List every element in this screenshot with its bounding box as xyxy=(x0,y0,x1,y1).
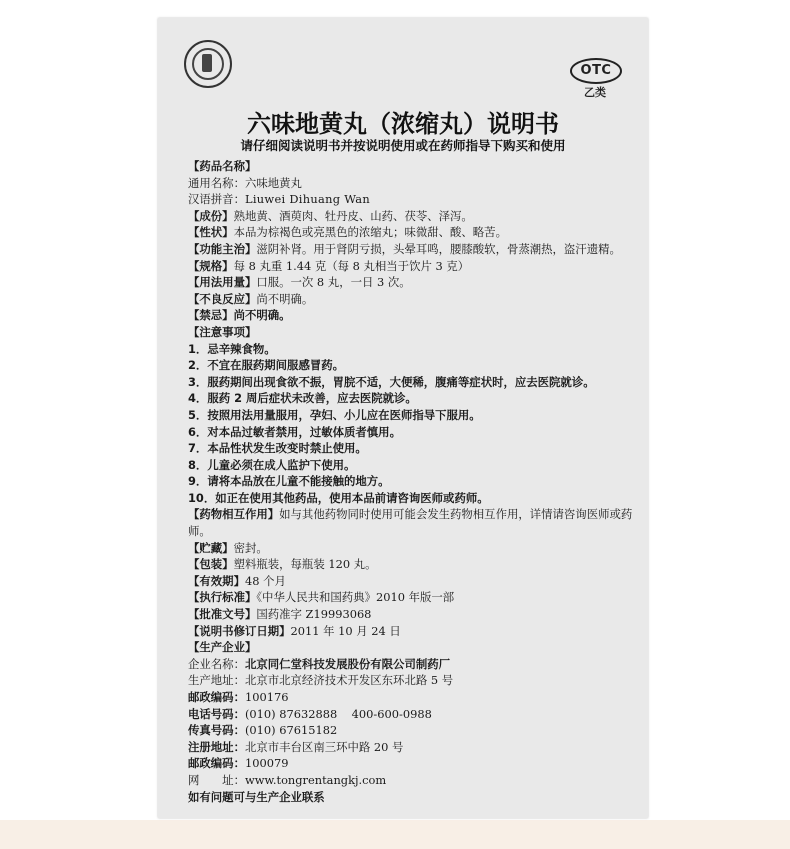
precaution-item: 2．不宜在服药期间服感冒药。 xyxy=(188,358,345,373)
precaution-item: 10．如正在使用其他药品，使用本品前请咨询医师或药师。 xyxy=(188,490,489,505)
approval-row: 【批准文号】国药准字 Z19993068 xyxy=(188,607,372,622)
leaflet-title: 六味地黄丸（浓缩丸）说明书 xyxy=(247,110,559,138)
precaution-item: 1．忌辛辣食物。 xyxy=(188,341,276,356)
leaflet-subtitle: 请仔细阅读说明书并按说明使用或在药师指导下购买和使用 xyxy=(240,138,566,153)
storage-row: 【贮藏】密封。 xyxy=(188,540,268,555)
standard-row: 【执行标准】《中华人民共和国药典》2010 年版一部 xyxy=(188,590,455,605)
adverse-row: 【不良反应】尚不明确。 xyxy=(188,291,314,306)
manufacturer-heading: 【生产企业】 xyxy=(188,640,257,655)
company-row: 企业名称：北京同仁堂科技发展股份有限公司制药厂 xyxy=(188,656,451,671)
reg-address-row: 注册地址：北京市丰台区南三环中路 20 号 xyxy=(188,739,404,754)
revision-row: 【说明书修订日期】2011 年 10 月 24 日 xyxy=(188,623,401,638)
ingredients-row: 【成份】熟地黄、酒萸肉、牡丹皮、山药、茯苓、泽泻。 xyxy=(188,208,473,223)
fax-row: 传真号码：(010) 67615182 xyxy=(188,723,338,738)
precaution-item: 6．对本品过敏者禁用，过敏体质者慎用。 xyxy=(188,424,401,439)
dosage-row: 【用法用量】口服。一次 8 丸，一日 3 次。 xyxy=(188,275,411,290)
precaution-item: 4．服药 2 周后症状未改善，应去医院就诊。 xyxy=(188,391,417,406)
website-row: 网 址：www.tongrentangkj.com xyxy=(188,772,387,787)
instruction-leaflet xyxy=(158,18,648,818)
contraindication-row: 【禁忌】尚不明确。 xyxy=(188,308,291,323)
properties-row: 【性状】本品为棕褐色或亮黑色的浓缩丸；味微甜、酸、略苦。 xyxy=(188,225,507,240)
tongrentang-logo-icon xyxy=(184,40,232,88)
pinyin-row: 汉语拼音：Liuwei Dihuang Wan xyxy=(188,192,370,207)
address-row: 生产地址：北京市北京经济技术开发区东环北路 5 号 xyxy=(188,673,454,688)
validity-row: 【有效期】48 个月 xyxy=(188,573,286,588)
drug-name-heading: 【药品名称】 xyxy=(188,159,257,173)
postcode-row: 邮政编码：100176 xyxy=(188,690,289,704)
otc-class-label: 乙类 xyxy=(584,86,606,99)
precaution-item: 9．请将本品放在儿童不能接触的地方。 xyxy=(188,474,390,489)
precaution-item: 3．服药期间出现食欲不振，胃脘不适，大便稀，腹痛等症状时，应去医院就诊。 xyxy=(188,374,595,389)
phone-row: 电话号码：(010) 87632888 400-600-0988 xyxy=(188,706,432,721)
indications-row: 【功能主治】滋阴补肾。用于肾阴亏损，头晕耳鸣，腰膝酸软，骨蒸潮热，盗汗遗精。 xyxy=(188,241,621,256)
precaution-item: 5．按照用法用量服用，孕妇、小儿应在医师指导下服用。 xyxy=(188,407,481,422)
package-row: 【包装】塑料瓶装，每瓶装 120 丸。 xyxy=(188,557,377,572)
otc-badge: OTC xyxy=(570,58,622,84)
precautions-heading: 【注意事项】 xyxy=(188,324,257,339)
generic-name-row: 通用名称：六味地黄丸 xyxy=(188,175,302,190)
spec-row: 【规格】每 8 丸重 1.44 克（每 8 丸相当于饮片 3 克） xyxy=(188,258,470,273)
precaution-item: 7．本品性状发生改变时禁止使用。 xyxy=(188,441,367,456)
leaflet-body xyxy=(188,158,638,805)
page-bottom-band xyxy=(0,820,790,849)
contact-note: 如有问题可与生产企业联系 xyxy=(188,789,325,804)
interaction-row: 【药物相互作用】如与其他药物同时使用可能会发生药物相互作用，详情请咨询医师或药师。 xyxy=(188,507,633,539)
precaution-item: 8．儿童必须在成人监护下使用。 xyxy=(188,457,356,472)
reg-postcode-row: 邮政编码：100079 xyxy=(188,756,289,771)
